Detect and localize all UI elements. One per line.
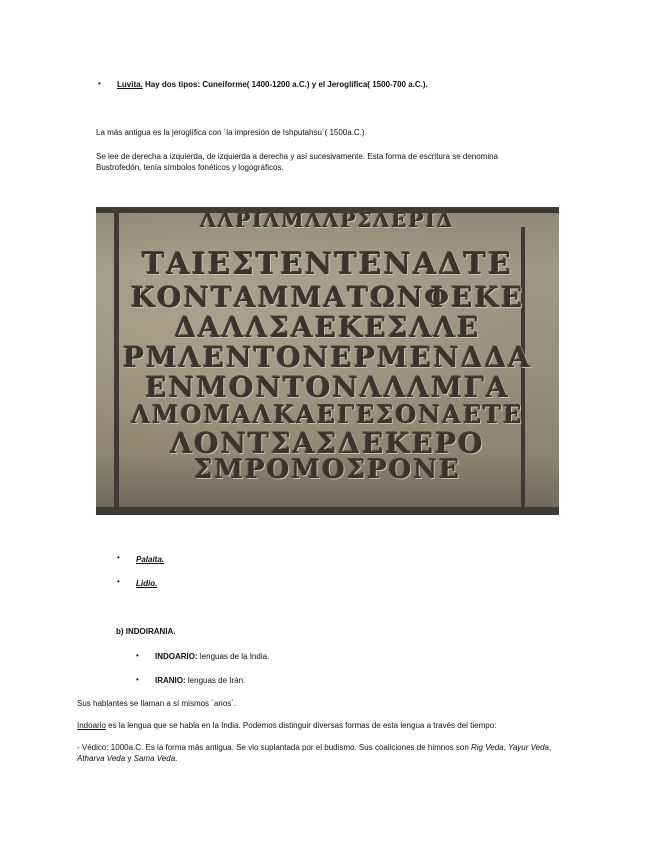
indoario-term: INDOARIO: — [155, 652, 198, 661]
inscription-line: ΚΟΝΤΑΜΜΑΤΩΝΦΕΚΕ — [130, 281, 525, 314]
luvita-term: Luvita. — [117, 80, 143, 89]
bullet-icon: • — [136, 675, 139, 684]
period: . — [175, 753, 178, 763]
atharva-veda: Atharva Veda — [77, 753, 126, 763]
yayur-veda: Yayur Veda — [508, 743, 549, 752]
paragraph-vedico — [77, 743, 569, 765]
luvita-item — [117, 80, 428, 91]
separator: y — [125, 753, 134, 763]
bullet-icon: • — [136, 651, 139, 660]
paragraph-arios: Sus hablantes se llaman a sí mismos ´arios´. — [77, 699, 237, 708]
bullet-icon: • — [117, 577, 120, 586]
vedico-text: - Védico: 1000a.C. Es la forma más antigua. Se vio suplantada por el budismo. Sus coaliciones de himnos son — [77, 743, 471, 752]
inscription-line: ΔΑΛΛΣΑΕΚΕΣΛΛΕ — [174, 311, 481, 344]
lidio-item: Lidio. — [136, 579, 158, 588]
iranio-text: lenguas de Irán. — [185, 676, 246, 685]
inscription-line: ΛΛΡΙΛΜΛΛΡΣΛΕΡΙΔ — [200, 208, 455, 232]
section-heading-indoirania: b) INDOIRANIA. — [116, 627, 176, 636]
inscription-line: ΡΜΛΕΝΤΟΝΕΡΜΕΝΔΔΑ — [122, 341, 533, 374]
inscription-photo — [96, 207, 559, 515]
indoario-link-term: Indoario — [77, 721, 106, 730]
iranio-item — [155, 676, 245, 687]
paragraph-oldest: La más antigua es la jeroglífica con ´la impresión de Ishputahsu´( 1500a.C.) — [96, 128, 365, 137]
bullet-icon: • — [98, 79, 101, 88]
paragraph-reading-line1: Se lee de derecha a izquierda, de izquierda a derecha y así sucesivamente. Esta forma de escritura se denomina — [96, 152, 499, 161]
stone-seam-bottom — [96, 507, 559, 515]
rig-veda: Rig Veda — [471, 743, 504, 752]
inscription-line: ΛΜΟΜΑΛΚΑΕΓΕΣΟΝΑΕΤΕ — [131, 400, 524, 429]
paragraph-reading-line2: Bustrofedón, tenía símbolos fonéticos y logográficos. — [96, 163, 284, 172]
bullet-icon: • — [117, 553, 120, 562]
paragraph-indoario — [77, 721, 496, 732]
separator: , — [503, 743, 509, 752]
indoario-paragraph-text: es la lengua que se habla en la India. Podemos distinguir diversas formas de esta lengua a través del tiempo: — [105, 721, 497, 730]
inscription-line: ΤΑΙΕΣΤΕΝΤΕΝΑΔΤΕ — [142, 247, 513, 282]
palaita-item: Palaíta. — [136, 555, 165, 564]
indoario-item — [155, 652, 269, 663]
inscription-line: ΣΜΡΟΜΟΣΡΟΝΕ — [194, 455, 461, 485]
iranio-term: IRANIO: — [155, 676, 186, 685]
luvita-text: Hay dos tipos: Cuneiforme( 1400-1200 a.C.) y el Jeroglífica( 1500-700 a.C.). — [142, 80, 428, 89]
indoario-text: lenguas de la India. — [197, 652, 270, 661]
separator: , — [549, 743, 552, 752]
inscription-line: ΛΟΝΤΣΑΣΔΕΚΕΡΟ — [170, 427, 485, 460]
inscription-line: ΕΝΜΟΝΤΟΝΛΛΛΜΓΑ — [145, 371, 510, 404]
sama-veda: Sama Veda — [133, 753, 176, 763]
